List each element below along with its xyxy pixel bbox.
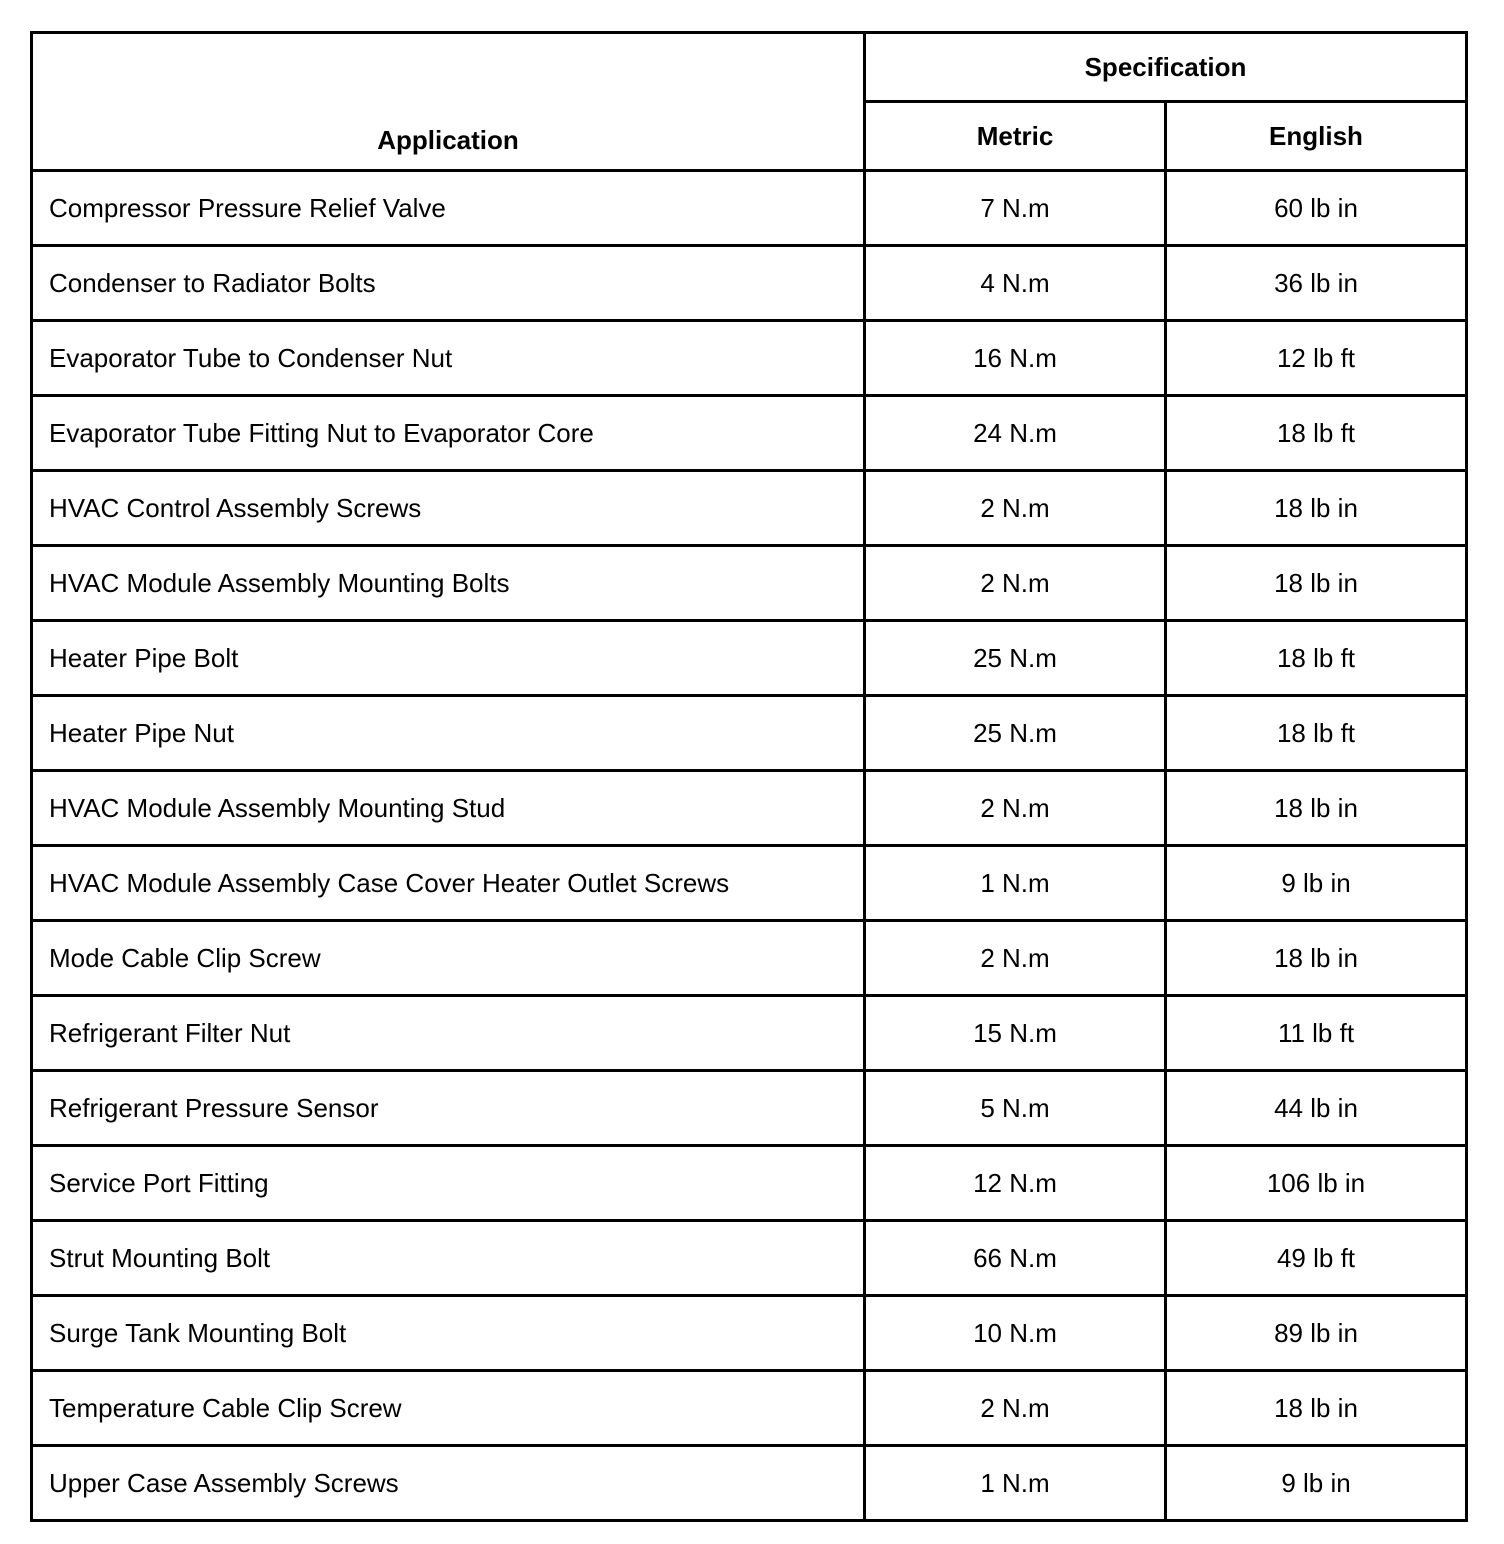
metric-cell: 24 N.m	[865, 396, 1166, 471]
metric-cell: 7 N.m	[865, 171, 1166, 246]
table-body	[32, 171, 1467, 1521]
english-cell: 18 lb ft	[1166, 621, 1467, 696]
header-row-top	[32, 33, 1467, 102]
table-row	[32, 621, 1467, 696]
english-cell: 44 lb in	[1166, 1071, 1467, 1146]
metric-cell: 2 N.m	[865, 1371, 1166, 1446]
application-cell: Mode Cable Clip Screw	[32, 921, 865, 996]
english-cell: 36 lb in	[1166, 246, 1467, 321]
english-cell: 11 lb ft	[1166, 996, 1467, 1071]
metric-cell: 12 N.m	[865, 1146, 1166, 1221]
torque-spec-table	[30, 31, 1468, 1522]
english-cell: 49 lb ft	[1166, 1221, 1467, 1296]
metric-cell: 1 N.m	[865, 846, 1166, 921]
metric-cell: 16 N.m	[865, 321, 1166, 396]
metric-cell: 2 N.m	[865, 921, 1166, 996]
metric-cell: 66 N.m	[865, 1221, 1166, 1296]
table-row	[32, 771, 1467, 846]
metric-cell: 25 N.m	[865, 621, 1166, 696]
specification-header: Specification	[865, 33, 1467, 102]
application-cell: Temperature Cable Clip Screw	[32, 1371, 865, 1446]
english-cell: 89 lb in	[1166, 1296, 1467, 1371]
table-row	[32, 246, 1467, 321]
metric-cell: 2 N.m	[865, 471, 1166, 546]
table-row	[32, 1446, 1467, 1521]
application-cell: HVAC Module Assembly Mounting Bolts	[32, 546, 865, 621]
metric-cell: 15 N.m	[865, 996, 1166, 1071]
metric-header: Metric	[865, 102, 1166, 171]
table-row	[32, 1371, 1467, 1446]
table-row	[32, 1221, 1467, 1296]
table-row	[32, 396, 1467, 471]
english-cell: 18 lb in	[1166, 546, 1467, 621]
table-row	[32, 1146, 1467, 1221]
application-cell: Refrigerant Filter Nut	[32, 996, 865, 1071]
application-cell: HVAC Module Assembly Case Cover Heater Outlet Screws	[32, 846, 865, 921]
table-row	[32, 546, 1467, 621]
metric-cell: 4 N.m	[865, 246, 1166, 321]
table-row	[32, 471, 1467, 546]
english-cell: 18 lb in	[1166, 1371, 1467, 1446]
application-cell: Strut Mounting Bolt	[32, 1221, 865, 1296]
english-cell: 9 lb in	[1166, 846, 1467, 921]
application-cell: Evaporator Tube to Condenser Nut	[32, 321, 865, 396]
application-cell: Heater Pipe Bolt	[32, 621, 865, 696]
table-row	[32, 1296, 1467, 1371]
english-cell: 18 lb in	[1166, 471, 1467, 546]
application-cell: Service Port Fitting	[32, 1146, 865, 1221]
table-row	[32, 846, 1467, 921]
metric-cell: 10 N.m	[865, 1296, 1166, 1371]
metric-cell: 2 N.m	[865, 546, 1166, 621]
application-cell: Evaporator Tube Fitting Nut to Evaporator Core	[32, 396, 865, 471]
application-cell: Refrigerant Pressure Sensor	[32, 1071, 865, 1146]
metric-cell: 25 N.m	[865, 696, 1166, 771]
english-cell: 60 lb in	[1166, 171, 1467, 246]
english-cell: 18 lb ft	[1166, 696, 1467, 771]
application-cell: Upper Case Assembly Screws	[32, 1446, 865, 1521]
application-cell: HVAC Control Assembly Screws	[32, 471, 865, 546]
table-row	[32, 996, 1467, 1071]
table-row	[32, 921, 1467, 996]
application-cell: Surge Tank Mounting Bolt	[32, 1296, 865, 1371]
english-cell: 12 lb ft	[1166, 321, 1467, 396]
english-cell: 18 lb in	[1166, 921, 1467, 996]
english-cell: 18 lb ft	[1166, 396, 1467, 471]
english-cell: 18 lb in	[1166, 771, 1467, 846]
table-header	[32, 33, 1467, 171]
application-header-label: Application	[377, 125, 519, 155]
application-cell: HVAC Module Assembly Mounting Stud	[32, 771, 865, 846]
english-cell: 106 lb in	[1166, 1146, 1467, 1221]
metric-cell: 5 N.m	[865, 1071, 1166, 1146]
application-cell: Heater Pipe Nut	[32, 696, 865, 771]
application-cell: Condenser to Radiator Bolts	[32, 246, 865, 321]
table-row	[32, 171, 1467, 246]
english-header: English	[1166, 102, 1467, 171]
table-row	[32, 1071, 1467, 1146]
metric-cell: 1 N.m	[865, 1446, 1166, 1521]
table-row	[32, 321, 1467, 396]
metric-cell: 2 N.m	[865, 771, 1166, 846]
table-row	[32, 696, 1467, 771]
english-cell: 9 lb in	[1166, 1446, 1467, 1521]
application-cell: Compressor Pressure Relief Valve	[32, 171, 865, 246]
application-header	[32, 33, 865, 171]
